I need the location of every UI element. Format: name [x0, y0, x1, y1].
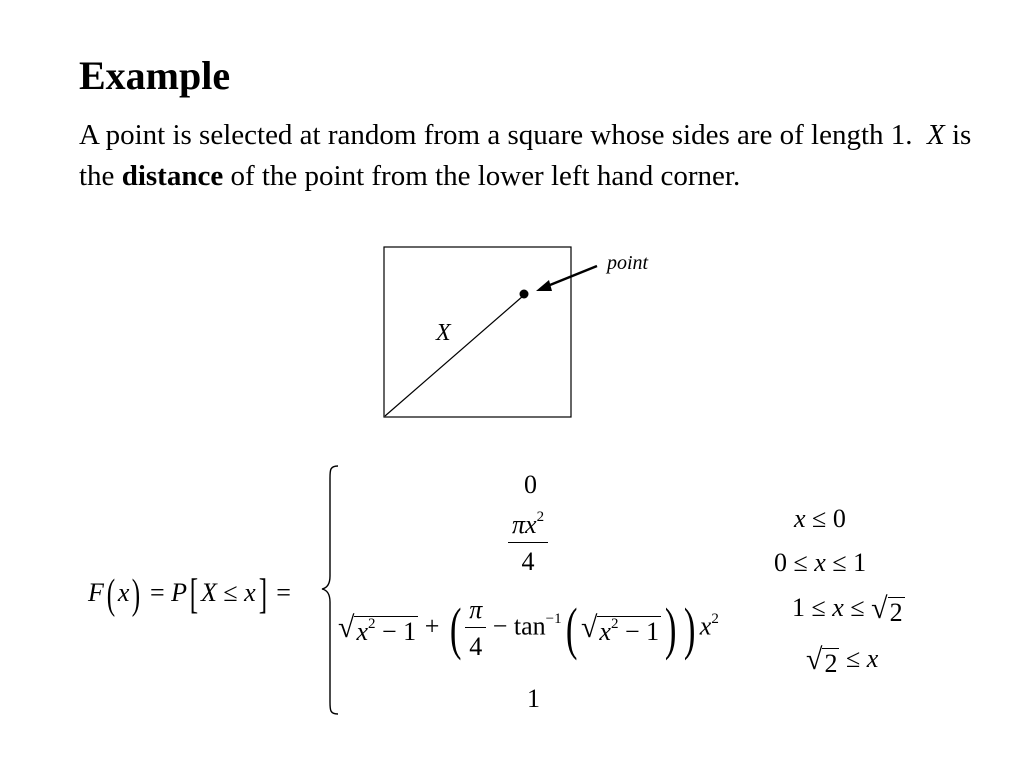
case-3-condition: 1 ≤ x ≤ √ 2: [792, 592, 903, 627]
slide-title: Example: [79, 53, 231, 98]
segment-label: X: [436, 320, 451, 346]
case-4-condition: √ 2 ≤ x: [806, 643, 879, 678]
case-2-value: $\frac{\pi x^2}{4}$: [508, 512, 548, 575]
statement-variable-x: X: [927, 119, 945, 151]
statement-part-1: A point is selected at random from a square whose sides are of length 1.: [79, 119, 913, 151]
case-3-value: √ $x^2 - 1$ + ( $\frac{\pi}{4}$ − $\tan^{-1}$( √ $x^2 - 1$ ) ) $x^2$: [338, 595, 719, 661]
case-1-value: 0: [524, 470, 537, 499]
formula-lhs: F( x) = P[ X ≤ x] =: [88, 572, 291, 618]
statement-part-2: is the: [79, 119, 972, 192]
case-2-condition: 0 ≤ x ≤ 1: [774, 548, 867, 577]
point-label: point: [607, 252, 649, 274]
statement-bold-distance: distance: [121, 160, 224, 192]
statement-part-3: of the point from the lower left hand corner.: [223, 160, 741, 192]
case-4-value: 1: [527, 684, 540, 713]
case-1-condition: x ≤ 0: [794, 504, 846, 533]
